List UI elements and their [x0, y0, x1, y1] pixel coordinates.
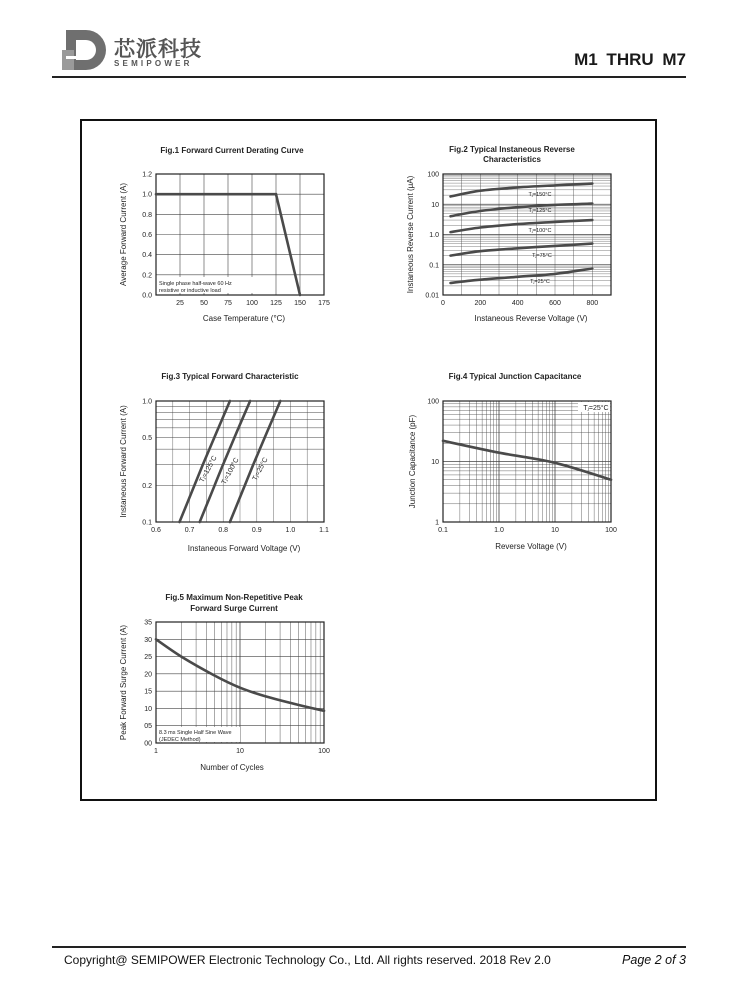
fig2-xtick: 600	[549, 300, 561, 307]
fig1-xtick: 100	[246, 300, 258, 307]
fig2-ytick: 1.0	[429, 232, 439, 239]
fig5-ytick: 10	[144, 705, 152, 713]
fig5-xtick: 1	[154, 748, 158, 755]
fig1-ytick: 0.2	[142, 272, 152, 280]
fig1-ytick: 1.2	[142, 171, 152, 179]
company-name-cn: 芯派科技	[114, 37, 202, 61]
fig3-xtick: 0.7	[184, 527, 195, 534]
fig5-ytick: 35	[144, 619, 152, 627]
fig1-ytick: 0.0	[142, 292, 152, 300]
fig2-xtick: 0	[441, 300, 445, 307]
fig4-ytick: 100	[427, 398, 439, 406]
part-number: M1 THRU M7	[574, 50, 686, 69]
fig2-xtick: 800	[586, 300, 599, 307]
fig1-ytick: 0.6	[142, 232, 152, 239]
fig3-xtick: 1.1	[319, 527, 329, 534]
fig5-ytick: 20	[144, 671, 152, 679]
fig5-note-line2: (JEDEC Method)	[159, 737, 201, 743]
fig3-series-1	[200, 401, 250, 522]
fig2-ytick: 0.01	[425, 292, 439, 300]
fig5-ytick: 30	[144, 636, 152, 644]
fig1-ytick: 1.0	[142, 191, 152, 199]
fig3-curve-label: Tⱼ=25°C	[251, 456, 270, 483]
fig1-ytick: 0.4	[142, 252, 152, 260]
fig4-series-0	[443, 441, 611, 480]
fig4-title: Fig.4 Typical Junction Capacitance	[448, 372, 582, 381]
fig3-ytick: 0.5	[142, 434, 152, 442]
fig3-curve-label: Tⱼ=125°C	[198, 454, 219, 484]
fig1-title: Fig.1 Forward Current Derating Curve	[160, 146, 304, 155]
fig5-ytick: 05	[144, 723, 152, 731]
fig2-ytick: 0.1	[429, 262, 439, 270]
fig5-ytick: 15	[144, 688, 152, 696]
fig1-ytick: 0.8	[142, 211, 152, 219]
copyright-text: Copyright@ SEMIPOWER Electronic Technology Co., Ltd. All rights reserved. 2018 Rev 2.0	[64, 953, 551, 967]
fig3-xtick: 0.8	[218, 527, 229, 534]
fig4-xtick: 100	[605, 527, 617, 534]
fig4-ytick: 1	[435, 519, 439, 527]
fig2-ytick: 10	[431, 201, 439, 209]
fig1-xtick: 175	[318, 300, 330, 307]
fig4-ylabel: Junction Capacitance (pF)	[408, 414, 417, 509]
fig4-xtick: 0.1	[438, 527, 448, 534]
fig5-xlabel: Number of Cycles	[200, 763, 264, 772]
fig2-curve-label: Tⱼ=75°C	[532, 253, 552, 259]
fig2-curve-label: Tⱼ=100°C	[528, 228, 552, 234]
fig3-ytick: 1.0	[142, 398, 152, 406]
fig3-title: Fig.3 Typical Forward Characteristic	[161, 372, 299, 381]
fig2-xtick: 400	[511, 300, 524, 307]
fig3-ytick: 0.2	[142, 483, 152, 491]
fig1-xtick: 50	[200, 300, 208, 307]
fig3-xtick: 1.0	[285, 527, 296, 534]
fig4-ytick: 10	[431, 459, 439, 466]
fig4-xtick: 10	[551, 527, 559, 534]
fig3-curve-label: Tⱼ=100°C	[220, 456, 241, 486]
fig2-ylabel: Instaneous Reverse Current (μA)	[406, 175, 415, 294]
fig2-curve-label: Tⱼ=150°C	[528, 192, 552, 198]
fig1-xtick: 150	[294, 300, 306, 307]
fig5-title-line2: Forward Surge Current	[190, 604, 278, 613]
fig4-xtick: 1.0	[494, 527, 504, 534]
fig5-ylabel: Peak Forward Surge Current (A)	[119, 624, 128, 741]
fig2-ytick: 100	[427, 171, 439, 179]
fig2-series-4	[451, 269, 593, 284]
fig1-xtick: 25	[176, 300, 184, 307]
fig2-xtick: 200	[474, 300, 487, 307]
fig3-series-0	[180, 401, 230, 522]
fig2-xlabel: Instaneous Reverse Voltage (V)	[474, 314, 588, 323]
fig2-title-line2: Characteristics	[483, 155, 541, 164]
fig3-ytick: 0.1	[142, 519, 152, 527]
fig3-xtick: 0.6	[151, 527, 161, 534]
fig5-note-line1: 8.3 ms Single Half Sine Wave	[159, 730, 232, 736]
fig5-ytick: 25	[144, 654, 152, 662]
fig5-xtick: 10	[236, 748, 244, 755]
fig5-xtick: 100	[318, 748, 330, 755]
fig1-xlabel: Case Temperature (°C)	[202, 314, 286, 323]
fig1-ylabel: Average Forward Current (A)	[119, 183, 128, 286]
fig2-series-2	[451, 220, 593, 232]
fig1-note-line2: resistive or inductive load	[159, 288, 221, 294]
fig2-curve-label: Tⱼ=25°C	[530, 279, 550, 285]
company-name-en: SEMIPOWER	[114, 59, 193, 68]
fig3-xtick: 0.9	[251, 527, 262, 534]
fig4-xlabel: Reverse Voltage (V)	[495, 542, 567, 551]
fig5-title-line1: Fig.5 Maximum Non-Repetitive Peak	[165, 593, 303, 602]
fig3-ylabel: Instaneous Forward Current (A)	[119, 405, 128, 518]
fig2-title-line1: Fig.2 Typical Instaneous Reverse	[449, 145, 575, 154]
fig2-curve-label: Tⱼ=125°C	[528, 208, 552, 214]
footer-divider	[52, 946, 686, 948]
fig1-note-line1: Single phase half-wave 60 Hz	[159, 281, 232, 287]
fig3-xlabel: Instaneous Forward Voltage (V)	[187, 544, 301, 553]
fig5-ytick: 00	[144, 740, 152, 748]
page-number: Page 2 of 3	[622, 953, 686, 967]
fig2-series-0	[451, 184, 593, 197]
fig2-series-3	[451, 244, 593, 256]
fig1-xtick: 75	[224, 300, 232, 307]
fig4-curve-label: Tⱼ=25°C	[583, 405, 609, 412]
fig1-xtick: 125	[270, 300, 282, 307]
